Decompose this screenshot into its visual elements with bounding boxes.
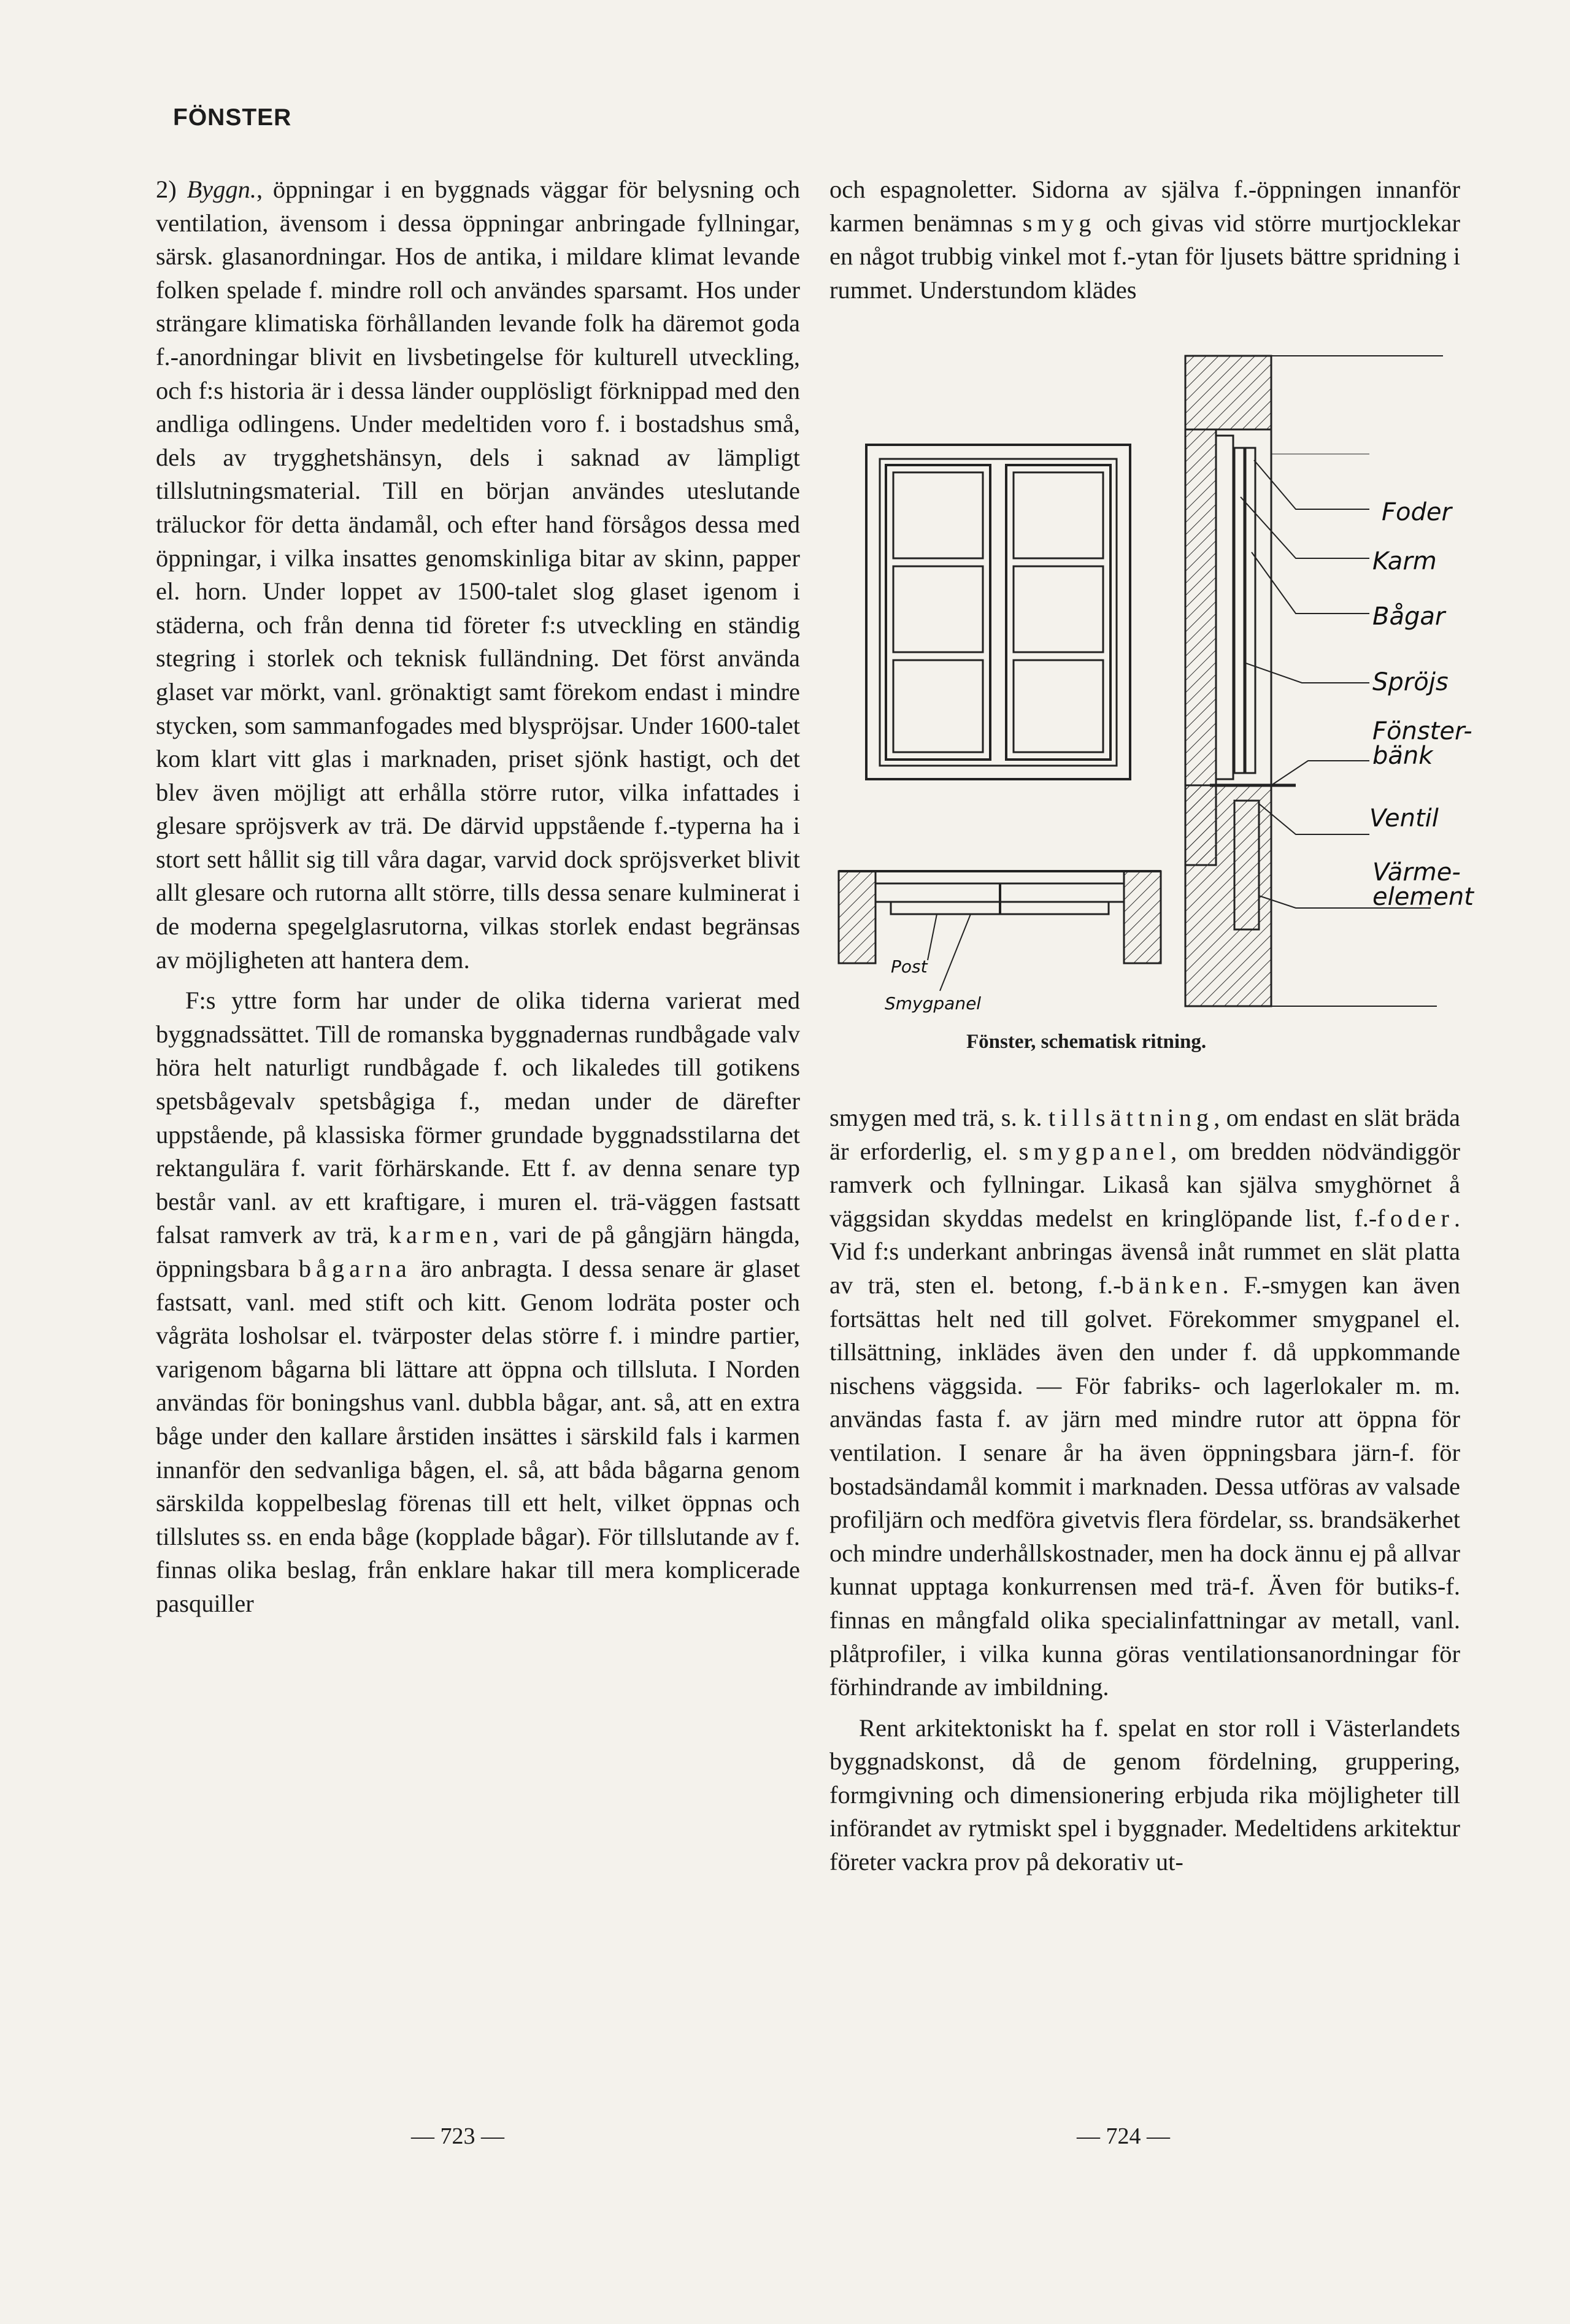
- paragraph-text: smygen med trä, s. k.: [829, 1104, 1049, 1131]
- label-post: Post: [891, 956, 928, 977]
- running-head: FÖNSTER: [173, 104, 292, 131]
- paragraph-text: , om endast en slät bräda är erforderlig, el.: [829, 1104, 1460, 1165]
- paragraph-text: äro anbragta. I dessa senare är glaset fastsatt, vanl. med stift och kitt. Genom lodräta poster och vågräta losholsar el. tvärposter delas större f. i mindre partier, varigenom bågarna bli lättare att öppna och tillsluta. I Norden användas för boningshus vanl. dubbla bågar, ant. så, att en extra båge under den kallare årstiden insättes i särskild fals i karmen innanför den sedvanliga bågen, el. så, att båda bågarna genom särskilda koppelbeslag förenas till ett helt, vilket öppnas och tillslutes ss. en enda båge (kopplade bågar). För tillslutande av f. finnas olika beslag, från enklare hakar till mera komplicerade pasquiller: [156, 1255, 801, 1617]
- term-tillsattning: tillsättning: [1048, 1104, 1214, 1131]
- paragraph-text: . Vid f:s underkant anbringas ävenså inåt rummet en slät platta av trä, sten el. betong, f.-: [829, 1204, 1460, 1299]
- paragraph-text: , vari de på gångjärn hängda, öppningsbara: [156, 1221, 800, 1282]
- label-sprojs: Spröjs: [1372, 668, 1449, 696]
- paragraph-continued: [829, 173, 1460, 307]
- paragraph-form: [156, 984, 800, 1620]
- window-drawing: [829, 356, 1474, 1043]
- page-number-right: — 724 —: [1077, 2123, 1170, 2149]
- window-plan-section: [839, 871, 1161, 991]
- left-column: [156, 173, 800, 1621]
- label-fonsterbank-1: Fönster-: [1372, 717, 1472, 745]
- right-column-top: [829, 173, 1460, 307]
- term-smyg: smyg: [1022, 209, 1096, 237]
- term-smygpanel: smygpanel: [1018, 1137, 1171, 1165]
- label-karm: Karm: [1372, 547, 1437, 575]
- paragraph-text: , om bredden nödvändiggör ramverk och fyllningar. Likaså kan själva smyghörnet å väggsidan skyddas medelst en kringlöpande list, f.-: [829, 1137, 1460, 1232]
- label-foder: Foder: [1382, 498, 1452, 526]
- label-varmeelement-1: Värme-: [1372, 858, 1461, 887]
- paragraph-definition: [156, 173, 800, 977]
- term-banken: bänken: [1121, 1271, 1223, 1299]
- window-elevation: [866, 445, 1130, 779]
- entry-term: Byggn.: [187, 175, 257, 203]
- label-smygpanel: Smygpanel: [885, 993, 982, 1014]
- label-bagar: Bågar: [1372, 602, 1445, 631]
- right-column-bottom: [829, 1101, 1460, 1879]
- term-bagarna: bågarna: [298, 1255, 412, 1282]
- label-ventil: Ventil: [1369, 804, 1439, 833]
- paragraph-smyg: [829, 1101, 1460, 1704]
- label-fonsterbank-2: bänk: [1372, 742, 1433, 770]
- paragraph-text: F:s yttre form har under de olika tiderna varierat med byggnadssättet. Till de romanska byggnadernas rundbågade valv höra helt naturligt rundbågade f. och likaledes till gotikens spetsbågevalv spetsbågiga f., medan under de därefter uppstående, på klassiska förmer grundade byggnadsstilarna det rektangulära f. varit förhärskande. Ett f. av denna senare typ består vanl. av ett kraftigare, i muren el. trä-väggen fastsatt falsat ramverk av trä,: [156, 987, 800, 1249]
- figure-caption: Fönster, schematisk ritning.: [966, 1031, 1207, 1053]
- term-karmen: karmen: [388, 1221, 493, 1249]
- paragraph-text: och espagnoletter. Sidorna av själva f.-öppningen innanför karmen benämnas: [829, 175, 1460, 237]
- paragraph-text: och givas vid större murtjocklekar en något trubbig vinkel mot f.-ytan för ljusets bättre spridning i rummet. Understundom klädes: [829, 209, 1460, 304]
- window-diagram: [829, 356, 1474, 1080]
- paragraph-architecture: Rent arkitektoniskt ha f. spelat en stor roll i Västerlandets byggnadskonst, då de genom fördelning, gruppering, formgivning och dimensionering erbjuda rika möjligheter till införandet av rytmiskt spel i byggnader. Medeltidens arkitektur företer vackra prov på dekorativ ut-: [829, 1714, 1460, 1876]
- paragraph-text: , öppningar i en byggnads väggar för belysning och ventilation, ävensom i dessa öppningar anbringade fyllningar, särsk. glasanordningar. Hos de antika, i mildare klimat levande folken spelade f. mindre roll och användes sparsamt. Hos under strängare klimatiska förhållanden levande folk ha däremot goda f.-anordningar blivit en livsbetingelse för kulturell utveckling, och f:s historia är i dessa länder oupplösligt förknippad med den andliga odlingens. Under medeltiden voro f. i bostadshus små, dels av trygghetshänsyn, dels i saknad av lämpligt tillslutningsmaterial. Till en början användes uteslutande träluckor för detta ändamål, och efter hand försågos dessa med öppningar, i vilka insattes genomskinliga bitar av skinn, papper el. horn. Under loppet av 1500-talet slog glaset igenom i städerna, och från denna tid företer f:s utveckling en ständig stegring i storlek och teknisk fulländning. Det först använda glaset var mörkt, vanl. grönaktigt samt förekom endast i mindre stycken, som sammanfogades med blyspröjsar. Under 1600-talet kom klart vitt glas i marknaden, priset sjönk hastigt, och det blev även möjligt att erhålla större rutor, vilka infattades i glesare spröjsverk av trä. De därvid uppstående f.-typerna ha i stort sett hållit sig till våra dagar, varvid dock spröjsverket blivit allt glesare och rutorna allt större, tills dessa senare kulminerat i de moderna spegelglasrutorna, vilkas storlek endast begränsas av möjligheten att hantera dem.: [156, 175, 800, 974]
- term-foder: foder: [1377, 1204, 1454, 1232]
- label-varmeelement-2: element: [1372, 883, 1474, 911]
- page-number-left: — 723 —: [411, 2123, 504, 2149]
- entry-number: 2): [156, 175, 187, 203]
- paragraph-text: . F.-smygen kan även fortsättas helt ned till golvet. Förekommer smygpanel el. tillsättning, inklädes även den under f. då uppkommande nischens väggsida. — För fabriks- och lagerlokaler m. m. användas fasta f. av järn med mindre rutor att öppna för ventilation. I senare år ha även öppningsbara järn-f. för bostadsändamål kommit i marknaden. Dessa utföras av valsade profiljärn och medföra givetvis flera fördelar, ss. brandsäkerhet och mindre underhållskostnader, men ha dock ännu ej på allvar kunnat upptaga konkurrensen med trä-f. Även för butiks-f. finnas en mångfald olika specialinfattningar av metall, vanl. plåtprofiler, i vilka kunna göras ventilationsanordningar för förhindrande av imbildning.: [829, 1271, 1460, 1701]
